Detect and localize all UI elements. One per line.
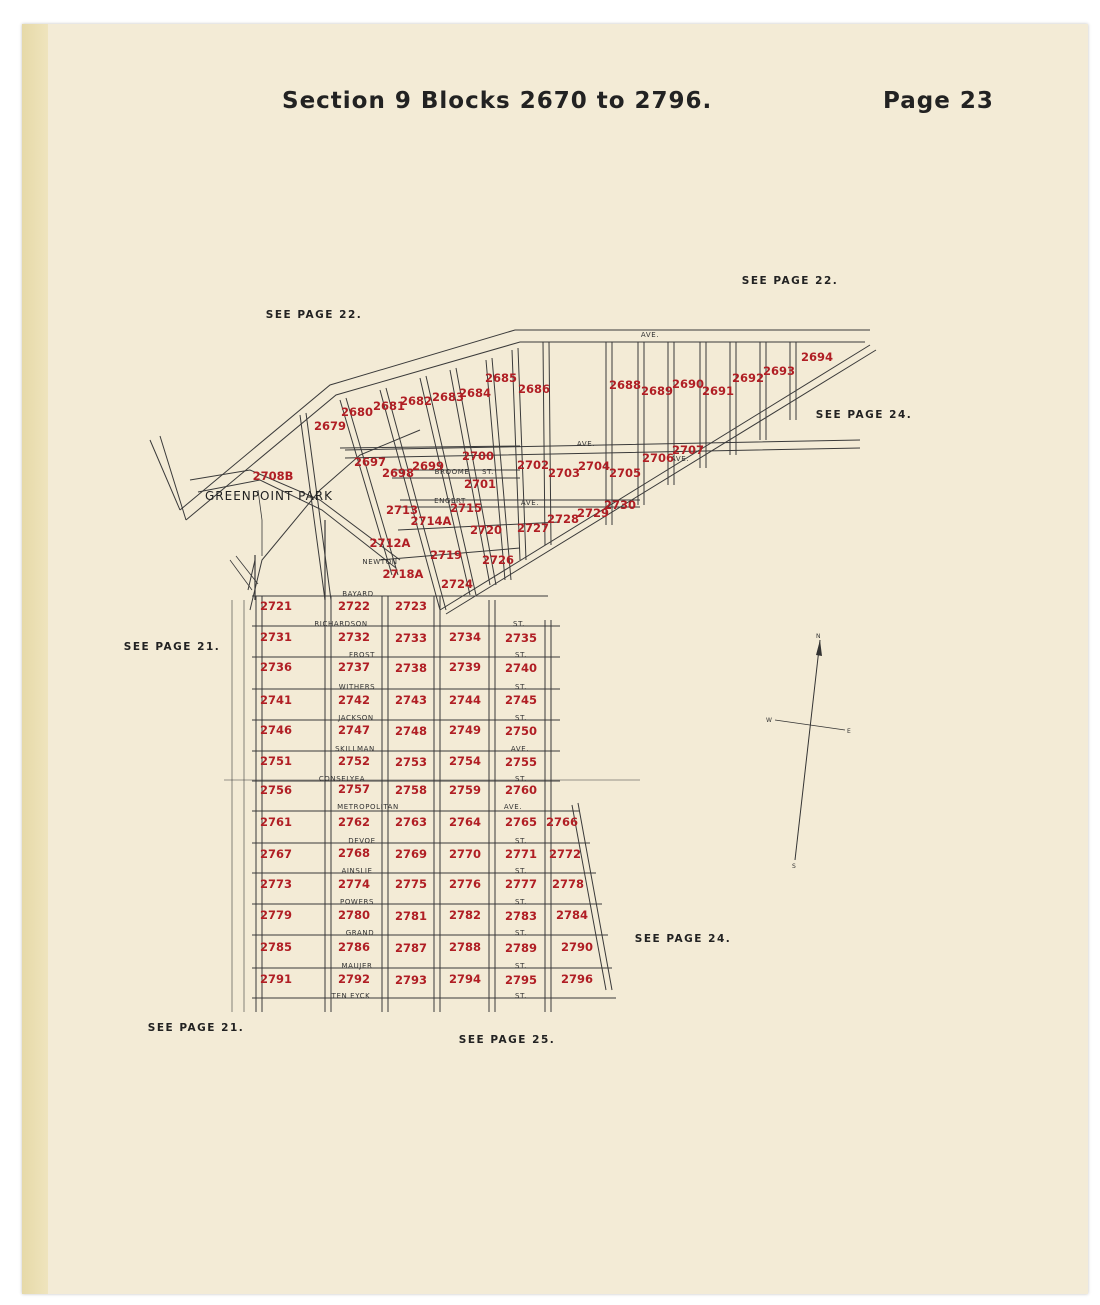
street-label-3: ST. — [513, 620, 525, 628]
compass-east-label: E — [847, 728, 851, 735]
block-2694: 2694 — [800, 350, 834, 364]
block-2713: 2713 — [385, 503, 419, 517]
block-2680: 2680 — [340, 405, 374, 419]
north-arrow — [766, 633, 851, 870]
block-2757: 2757 — [337, 782, 371, 796]
block-2737: 2737 — [337, 660, 371, 674]
block-2690: 2690 — [671, 377, 705, 391]
block-2706: 2706 — [641, 451, 675, 465]
block-2702: 2702 — [516, 458, 550, 472]
block-2727: 2727 — [516, 521, 550, 535]
street-label-7: ST. — [515, 683, 527, 691]
block-2766: 2766 — [545, 815, 579, 829]
street-label-19: ST. — [515, 867, 527, 875]
block-2746: 2746 — [259, 723, 293, 737]
block-2736: 2736 — [259, 660, 293, 674]
block-2764: 2764 — [448, 815, 482, 829]
block-2735: 2735 — [504, 631, 538, 645]
block-2708B: 2708B — [252, 469, 294, 483]
compass-north-label: N — [816, 633, 821, 640]
block-2742: 2742 — [337, 693, 371, 707]
street-label-32: NEWTON — [362, 558, 398, 566]
block-2733: 2733 — [394, 631, 428, 645]
street-label-15: AVE. — [503, 803, 523, 811]
block-2780: 2780 — [337, 908, 371, 922]
see-page-reference-4: SEE PAGE 21. — [123, 641, 221, 653]
block-2682: 2682 — [399, 394, 433, 408]
block-2769: 2769 — [394, 847, 428, 861]
block-2752: 2752 — [337, 754, 371, 768]
street-label-34: AVE. — [576, 440, 596, 448]
block-2704: 2704 — [577, 459, 611, 473]
block-2749: 2749 — [448, 723, 482, 737]
block-2786: 2786 — [337, 940, 371, 954]
block-2762: 2762 — [337, 815, 371, 829]
block-2723: 2723 — [394, 599, 428, 613]
block-2770: 2770 — [448, 847, 482, 861]
street-label-13: ST. — [515, 775, 527, 783]
street-label-28: BROOME — [434, 468, 470, 476]
block-2760: 2760 — [504, 783, 538, 797]
block-2745: 2745 — [504, 693, 538, 707]
park-name: GREENPOINT PARK — [205, 489, 334, 503]
block-2693: 2693 — [762, 364, 796, 378]
block-2794: 2794 — [448, 972, 482, 986]
block-2701: 2701 — [463, 477, 497, 491]
block-2683: 2683 — [431, 390, 465, 404]
street-label-25: ST. — [515, 962, 527, 970]
see-page-reference-5: SEE PAGE 24. — [634, 933, 732, 945]
block-2787: 2787 — [394, 941, 428, 955]
block-2784: 2784 — [555, 908, 589, 922]
street-label-21: ST. — [515, 898, 527, 906]
street-label-22: GRAND — [345, 929, 375, 937]
block-2782: 2782 — [448, 908, 482, 922]
block-2741: 2741 — [259, 693, 293, 707]
street-label-30: ENGERT — [434, 497, 466, 505]
street-label-27: ST. — [515, 992, 527, 1000]
block-2729: 2729 — [576, 506, 610, 520]
block-2691: 2691 — [701, 384, 735, 398]
block-2753: 2753 — [394, 755, 428, 769]
block-2698: 2698 — [381, 466, 415, 480]
block-2700: 2700 — [461, 449, 495, 463]
compass-south-label: S — [792, 863, 796, 870]
block-2744: 2744 — [448, 693, 482, 707]
block-2779: 2779 — [259, 908, 293, 922]
block-2703: 2703 — [547, 466, 581, 480]
compass-west-label: W — [766, 717, 772, 724]
block-2791: 2791 — [259, 972, 293, 986]
street-label-12: CONSELYEA — [318, 775, 366, 783]
block-2731: 2731 — [259, 630, 293, 644]
block-2793: 2793 — [394, 973, 428, 987]
see-page-reference-7: SEE PAGE 25. — [458, 1034, 556, 1046]
street-label-23: ST. — [515, 929, 527, 937]
block-2756: 2756 — [259, 783, 293, 797]
block-2685: 2685 — [484, 371, 518, 385]
street-label-1: BAYARD — [342, 590, 374, 598]
page-label: Page 23 — [883, 88, 994, 114]
block-2688: 2688 — [608, 378, 642, 392]
block-2740: 2740 — [504, 661, 538, 675]
block-2772: 2772 — [548, 847, 582, 861]
street-label-33: AVE. — [640, 331, 660, 339]
section-title: Section 9 Blocks 2670 to 2796. — [282, 88, 713, 114]
block-2722: 2722 — [337, 599, 371, 613]
block-2679: 2679 — [313, 419, 347, 433]
block-2699: 2699 — [411, 459, 445, 473]
block-2759: 2759 — [448, 783, 482, 797]
block-2712A: 2712A — [369, 536, 411, 550]
street-label-5: ST. — [515, 651, 527, 659]
see-page-reference-6: SEE PAGE 21. — [147, 1022, 245, 1034]
block-2796: 2796 — [560, 972, 594, 986]
block-2758: 2758 — [394, 783, 428, 797]
block-labels — [253, 350, 833, 987]
street-label-10: SKILLMAN — [335, 745, 375, 753]
street-label-35: AVE. — [670, 455, 690, 463]
block-2715: 2715 — [449, 501, 483, 515]
street-label-26: TEN EYCK — [331, 992, 371, 1000]
block-2697: 2697 — [353, 455, 387, 469]
block-2775: 2775 — [394, 877, 428, 891]
block-2754: 2754 — [448, 754, 482, 768]
see-page-reference-2: SEE PAGE 22. — [265, 309, 363, 321]
block-2721: 2721 — [259, 599, 293, 613]
block-2773: 2773 — [259, 877, 293, 891]
block-2686: 2686 — [517, 382, 551, 396]
street-label-31: AVE. — [520, 499, 540, 507]
block-2776: 2776 — [448, 877, 482, 891]
block-2732: 2732 — [337, 630, 371, 644]
block-2792: 2792 — [337, 972, 371, 986]
block-2789: 2789 — [504, 941, 538, 955]
street-labels — [314, 331, 689, 1000]
see-page-reference-3: SEE PAGE 24. — [815, 409, 913, 421]
block-2719: 2719 — [429, 548, 463, 562]
block-2755: 2755 — [504, 755, 538, 769]
block-2747: 2747 — [337, 723, 371, 737]
block-2724: 2724 — [440, 577, 474, 591]
block-2778: 2778 — [551, 877, 585, 891]
street-label-2: RICHARDSON — [314, 620, 368, 628]
street-label-8: JACKSON — [338, 714, 374, 722]
block-2720: 2720 — [469, 523, 503, 537]
block-2718A: 2718A — [382, 567, 424, 581]
block-2763: 2763 — [394, 815, 428, 829]
street-label-17: ST. — [515, 837, 527, 845]
block-2750: 2750 — [504, 724, 538, 738]
block-2738: 2738 — [394, 661, 428, 675]
block-2739: 2739 — [448, 660, 482, 674]
block-2743: 2743 — [394, 693, 428, 707]
block-2748: 2748 — [394, 724, 428, 738]
block-2689: 2689 — [640, 384, 674, 398]
block-2767: 2767 — [259, 847, 293, 861]
street-label-20: POWERS — [340, 898, 374, 906]
block-2726: 2726 — [481, 553, 515, 567]
see-page-reference-1: SEE PAGE 22. — [741, 275, 839, 287]
block-2765: 2765 — [504, 815, 538, 829]
block-2705: 2705 — [608, 466, 642, 480]
block-2777: 2777 — [504, 877, 538, 891]
block-2692: 2692 — [731, 371, 765, 385]
block-2795: 2795 — [504, 973, 538, 987]
block-2790: 2790 — [560, 940, 594, 954]
block-2728: 2728 — [546, 512, 580, 526]
block-2783: 2783 — [504, 909, 538, 923]
street-label-24: MAUJER — [341, 962, 373, 970]
block-2730: 2730 — [603, 498, 637, 512]
street-label-6: WITHERS — [338, 683, 376, 691]
street-label-11: AVE. — [510, 745, 530, 753]
block-2768: 2768 — [337, 846, 371, 860]
street-label-9: ST. — [515, 714, 527, 722]
block-2774: 2774 — [337, 877, 371, 891]
block-2684: 2684 — [458, 386, 492, 400]
street-label-29: ST. — [482, 468, 494, 476]
street-label-16: DEVOE — [348, 837, 376, 845]
street-label-14: METROPOLITAN — [337, 803, 399, 811]
block-2761: 2761 — [259, 815, 293, 829]
street-label-4: FROST — [348, 651, 376, 659]
block-2785: 2785 — [259, 940, 293, 954]
block-2707: 2707 — [671, 443, 705, 457]
block-2681: 2681 — [372, 399, 406, 413]
block-2734: 2734 — [448, 630, 482, 644]
block-2714A: 2714A — [410, 514, 452, 528]
block-2771: 2771 — [504, 847, 538, 861]
block-2781: 2781 — [394, 909, 428, 923]
block-2788: 2788 — [448, 940, 482, 954]
street-label-18: AINSLIE — [341, 867, 373, 875]
block-2751: 2751 — [259, 754, 293, 768]
